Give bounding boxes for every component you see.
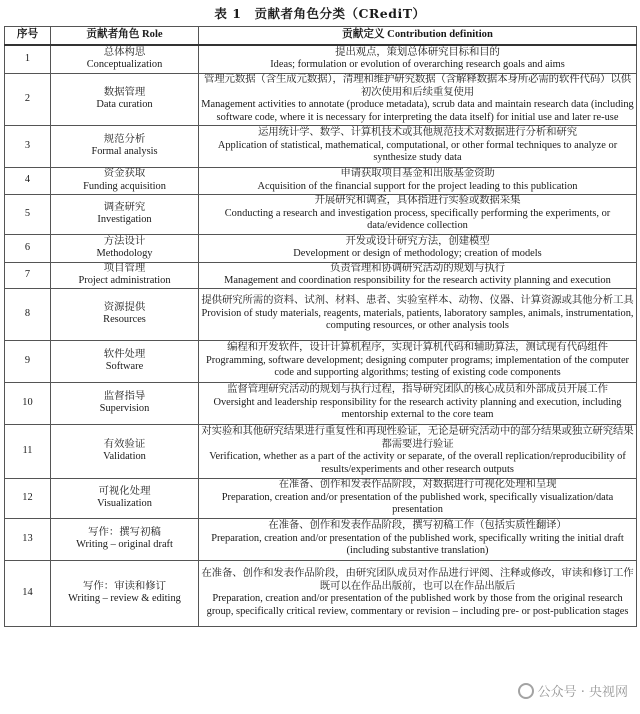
row-number: 9 [5,340,51,382]
definition-en: Provision of study materials, reagents, materials, patients, laboratory samples, animals, instrumentation, computing resources, or other analysis tools [201,307,634,332]
role-name-en: Visualization [97,498,152,509]
role-name-en: Project administration [78,275,171,286]
role-name-zh: 数据管理 [103,86,146,98]
table-row [5,234,637,262]
definition-cell [199,340,637,382]
definition-zh: 监督管理研究活动的规划与执行过程，指导研究团队的核心成员和外部成员开展工作 [227,384,608,396]
definition-en: Preparation, creation and/or presentation of the published work, specifically visualization/data presentation [221,491,614,516]
role-cell [51,125,199,167]
table-row [5,125,637,167]
table-row [5,518,637,560]
row-number: 5 [5,194,51,234]
definition-cell [199,125,637,167]
definition-zh: 运用统计学、数学、计算机技术或其他规范技术对数据进行分析和研究 [257,127,577,139]
definition-cell [199,560,637,626]
row-number: 7 [5,262,51,288]
credit-table [4,26,637,627]
definition-en: Verification, whether as a part of the activity or separate, of the overall replication/reproducibility of results/experiments and other research outputs [209,451,626,475]
definition-cell [199,478,637,518]
table-caption: 表 1 贡献者角色分类（CRediT） [214,6,426,21]
role-cell [51,73,199,125]
definition-cell [199,518,637,560]
definition-zh: 提出观点，策划总体研究目标和目的 [335,46,500,58]
definition-cell [199,234,637,262]
table-row [5,194,637,234]
definition-zh: 开发或设计研究方法，创建模型 [345,235,490,247]
table-row [5,167,637,194]
header-role: 贡献者角色 Role [51,27,199,46]
role-name-en: Writing – original draft [76,539,173,550]
definition-zh: 管理元数据（含生成元数据），清理和维护研究数据（含解释数据本身所必需的软件代码）以供初次使用和后续重复使用 [203,74,631,98]
table-row [5,73,637,125]
role-name-zh: 有效验证 [103,438,146,450]
table-row [5,262,637,288]
definition-zh: 申请获取项目基金和出版基金资助 [340,168,495,179]
role-cell [51,340,199,382]
role-name-zh: 监督指导 [103,390,146,402]
header-definition: 贡献定义 Contribution definition [199,27,637,46]
role-name-en: Conceptualization [86,59,163,71]
definition-en: Programming, software development; designing computer programs; implementation of the computer code and supporting algorithms; testing of existing code components [205,354,630,379]
definition-en: Acquisition of the financial support for the project leading to this publication [257,180,578,192]
role-name-zh: 总体构思 [103,46,146,58]
role-cell [51,382,199,424]
row-number: 10 [5,382,51,424]
definition-cell [199,194,637,234]
role-cell [51,262,199,288]
table-row [5,560,637,626]
role-name-zh: 规范分析 [103,133,146,145]
header-number: 序号 [5,27,51,46]
role-name-zh: 资源提供 [103,301,146,313]
role-cell [51,45,199,73]
definition-en: Preparation, creation and/or presentation of the published work by those from the original research group, specifically critical review, commentary or revision – including pre- or post-publication stages [206,593,629,617]
table-row [5,424,637,478]
role-cell [51,424,199,478]
definition-en: Management activities to annotate (produce metadata), scrub data and maintain research data (including software code, where it is necessary for interpreting the data itself) for initial use and later re-use [201,99,634,123]
role-cell [51,478,199,518]
role-cell [51,167,199,194]
row-number: 13 [5,518,51,560]
table-body [5,45,637,626]
row-number: 8 [5,288,51,340]
table-header-row [5,27,637,46]
definition-cell [199,262,637,288]
wechat-logo-icon [518,683,534,699]
definition-cell [199,73,637,125]
row-number: 11 [5,424,51,478]
definition-zh: 开展研究和调查，具体指进行实验或数据采集 [314,195,521,207]
role-name-en: Resources [103,314,146,325]
role-name-en: Methodology [96,248,153,259]
row-number: 6 [5,234,51,262]
role-cell [51,234,199,262]
role-name-en: Writing – review & editing [68,593,181,604]
watermark [518,681,628,700]
row-number: 4 [5,167,51,194]
definition-zh: 负责管理和协调研究活动的规划与执行 [330,262,505,274]
role-cell [51,518,199,560]
role-name-en: Software [105,361,144,372]
role-cell [51,194,199,234]
role-name-zh: 可视化处理 [98,485,151,497]
role-name-en: Supervision [99,403,150,414]
definition-zh: 在准备、创作和发表作品阶段，由研究团队成员对作品进行评阅、注释或修改，审读和修订工作既可以在作品出版前，也可以在作品出版后 [201,568,634,592]
definition-en: Development or design of methodology; creation of models [293,248,542,259]
table-row [5,382,637,424]
definition-zh: 在准备、创作和发表作品阶段，对数据进行可视化处理和呈现 [278,479,557,491]
role-name-zh: 方法设计 [103,235,146,247]
role-name-en: Validation [103,451,146,462]
role-name-en: Investigation [97,214,152,225]
definition-en: Application of statistical, mathematical, computational, or other formal techniques to analyze or synthesize study data [217,139,618,164]
role-name-zh: 写作：撰写初稿 [88,526,161,538]
role-name-zh: 写作：审读和修订 [82,580,167,592]
definition-cell [199,382,637,424]
row-number: 12 [5,478,51,518]
role-name-en: Funding acquisition [83,180,166,192]
definition-zh: 对实验和其他研究结果进行重复性和再现性验证，无论是研究活动中的部分结果或独立研究结果都需要进行验证 [201,426,634,450]
row-number: 14 [5,560,51,626]
table-row [5,478,637,518]
role-name-en: Data curation [96,99,153,110]
definition-zh: 编程和开发软件，设计计算机程序，实现计算机代码和辅助算法，测试现有代码组件 [227,342,608,354]
table-row [5,288,637,340]
definition-en: Ideas; formulation or evolution of overarching research goals and aims [270,59,565,71]
definition-cell [199,167,637,194]
definition-en: Preparation, creation and/or presentation of the published work, specifically writing the initial draft (including substantive translation) [211,532,624,557]
table-row [5,45,637,73]
row-number: 3 [5,125,51,167]
row-number: 2 [5,73,51,125]
table-row [5,340,637,382]
definition-zh: 提供研究所需的资料、试剂、材料、患者、实验室样本、动物、仪器、计算资源或其他分析工具 [201,295,634,307]
role-name-en: Formal analysis [91,146,158,157]
role-cell [51,288,199,340]
definition-en: Oversight and leadership responsibility for the research activity planning and execution, including mentorship external to the core team [213,396,622,421]
role-name-zh: 软件处理 [103,348,146,360]
role-name-zh: 资金获取 [103,168,146,179]
definition-cell [199,45,637,73]
definition-en: Management and coordination responsibility for the research activity planning and execution [224,275,611,286]
definition-zh: 在准备、创作和发表作品阶段，撰写初稿工作（包括实质性翻译） [268,520,567,532]
definition-en: Conducting a research and investigation process, specifically performing the experiments, or data/evidence collection [224,207,611,232]
role-name-zh: 项目管理 [103,262,146,274]
definition-cell [199,288,637,340]
role-name-zh: 调查研究 [103,201,146,213]
watermark-text: 公众号 · 央视网 [537,685,628,700]
definition-cell [199,424,637,478]
role-cell [51,560,199,626]
row-number: 1 [5,45,51,73]
